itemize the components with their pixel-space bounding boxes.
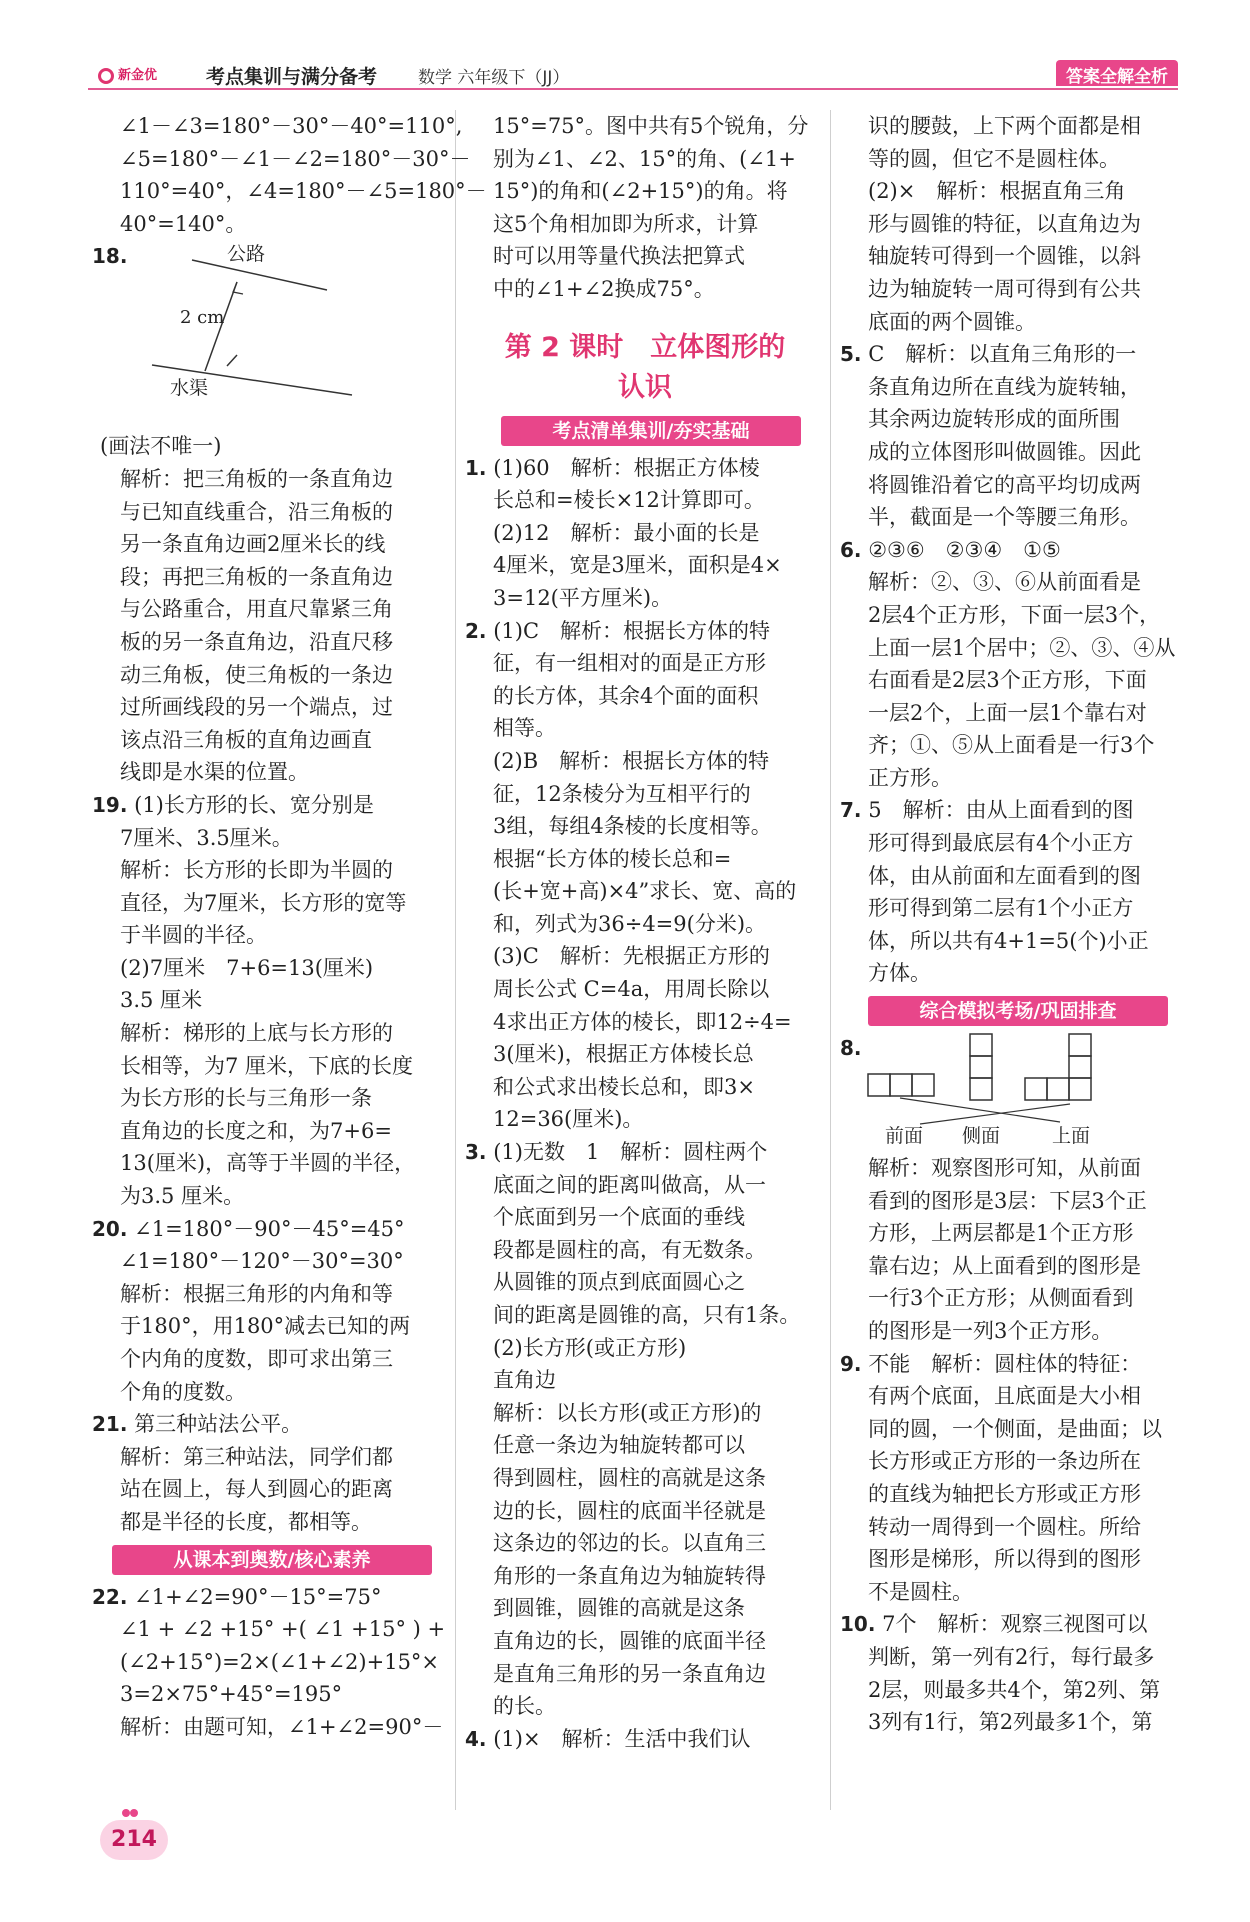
text-line: 轴旋转可得到一个圆锥，以斜: [868, 244, 1141, 269]
text-line: 过所画线段的另一个端点，过: [120, 695, 393, 720]
text-line: 根据“长方体的棱长总和=: [493, 846, 732, 871]
text-line: 直角边: [493, 1368, 556, 1393]
question-number: 6.: [840, 537, 862, 562]
text-line: (∠2+15°)=2×(∠1+∠2)+15°×: [120, 1649, 440, 1674]
text-line: 解析：长方形的长即为半圆的: [120, 858, 393, 883]
text-line: (2)B 解析：根据长方体的特: [493, 748, 770, 773]
text-line: (1)× 解析：生活中我们认: [493, 1726, 751, 1751]
question-10: [840, 1608, 1190, 1641]
text-line: 长相等，为7 厘米，下底的长度: [120, 1053, 414, 1078]
text-line: 正方形。: [868, 765, 952, 790]
question-number: 10.: [840, 1612, 876, 1637]
road-label: 公路: [227, 243, 266, 266]
logo-icon: [98, 68, 114, 84]
text-line: 相等。: [493, 716, 556, 741]
text-line: 半，截面是一个等腰三角形。: [868, 505, 1141, 530]
question-5: [840, 338, 1190, 371]
question-number: 3.: [465, 1140, 487, 1165]
text-line: 3列有1行，第2列最多1个，第: [868, 1710, 1153, 1735]
lesson-title: 第 2 课时 立体图形的: [504, 331, 786, 363]
text-line: 15°)的角和(∠2+15°)的角。将: [493, 179, 788, 204]
text-line: 直径，为7厘米，长方形的宽等: [120, 890, 407, 915]
text-line: 这5个角相加即为所求，计算: [493, 211, 759, 236]
text-line: 段；再把三角板的一条直角边: [120, 564, 393, 589]
side-view-label: 侧面: [962, 1125, 1001, 1148]
text-line: (1)60 解析：根据正方体棱: [493, 455, 760, 480]
question-3: [465, 1136, 825, 1169]
text-line: 识的腰鼓，上下两个面都是相: [868, 114, 1141, 138]
text-line: 将圆锥沿着它的高平均切成两: [868, 472, 1141, 497]
text-line: ∠1+∠2=90°－15°=75°: [134, 1584, 382, 1609]
text-line: 的长方体，其余4个面的面积: [493, 683, 759, 708]
text-line: 站在圆上，每人到圆心的距离: [120, 1477, 393, 1502]
text-line: 的长。: [493, 1694, 556, 1719]
question-number: 21.: [92, 1412, 128, 1437]
top-view-label: 上面: [1052, 1125, 1091, 1148]
text-line: (3)C 解析：先根据正方形的: [493, 944, 770, 969]
text-line: 12=36(厘米)。: [493, 1107, 644, 1132]
text-line: 体，所以共有4+1=5(个)小正: [868, 928, 1149, 953]
text-line: ∠1=180°－90°－45°=45°: [134, 1216, 405, 1241]
text-line: 图形是梯形，所以得到的图形: [868, 1547, 1141, 1572]
brand-logo: [98, 64, 182, 86]
text-line: 3(厘米)，根据正方体棱长总: [493, 1042, 754, 1067]
text-line: 底面的两个圆锥。: [868, 309, 1036, 334]
text-line: 时可以用等量代换法把算式: [493, 244, 745, 269]
question-number: 20.: [92, 1216, 128, 1241]
question-2: [465, 615, 825, 648]
text-line: 底面之间的距离叫做高，从一: [493, 1172, 766, 1197]
question-number: 22.: [92, 1584, 128, 1609]
text-line: 7厘米、3.5厘米。: [120, 825, 293, 850]
question-8-figure: [840, 1032, 1190, 1152]
text-line: 得到圆柱，圆柱的高就是这条: [493, 1465, 766, 1490]
text-line: 边的长，圆柱的底面半径就是: [493, 1498, 766, 1523]
text-line: 13(厘米)，高等于半圆的半径，: [120, 1151, 416, 1176]
logo-text: 新金优: [118, 68, 158, 83]
text-line: 体，由从前面和左面看到的图: [868, 863, 1141, 888]
text-line: 任意一条边为轴旋转都可以: [493, 1433, 745, 1458]
text-line: 长总和=棱长×12计算即可。: [493, 488, 765, 513]
text-line: 个底面到另一个底面的垂线: [493, 1205, 745, 1230]
text-line: (长+宽+高)×4”求长、宽、高的: [493, 879, 797, 904]
text-line: (2)12 解析：最小面的长是: [493, 520, 760, 545]
text-line: 解析：②、③、⑥从前面看是: [868, 570, 1141, 595]
text-line: 形可得到第二层有1个小正方: [868, 896, 1134, 921]
text-line: 成的立体图形叫做圆锥。因此: [868, 439, 1141, 464]
text-line: 不是圆柱。: [868, 1579, 973, 1604]
column-divider: [830, 110, 831, 1810]
text-line: 和，列式为36÷4=9(分米)。: [493, 911, 767, 936]
perpendicular-figure: [92, 240, 452, 430]
text-line: 这条边的邻边的长。以直角三: [493, 1531, 766, 1556]
question-number: 2.: [465, 618, 487, 643]
text-line: 条直角边所在直线为旋转轴，: [868, 374, 1141, 399]
question-7: [840, 794, 1190, 827]
text-line: C 解析：以直角三角形的一: [868, 342, 1137, 367]
text-line: 板的另一条直角边，沿直尺移: [120, 629, 393, 654]
text-line: (1)长方形的长、宽分别是: [134, 792, 374, 817]
text-line: 3=2×75°+45°=195°: [120, 1682, 343, 1707]
text-line: 该点沿三角板的直角边画直: [120, 727, 372, 752]
text-line: 直角边的长度之和，为7+6=: [120, 1118, 392, 1143]
text-line: 转动一周得到一个圆柱。所给: [868, 1514, 1141, 1539]
text-line: 4求出正方体的棱长，即12÷4=: [493, 1009, 792, 1034]
text-line: 右面看是2层3个正方形，下面: [868, 668, 1147, 693]
front-view-label: 前面: [885, 1125, 924, 1148]
text-line: 形可得到最底层有4个小正方: [868, 831, 1134, 856]
text-line: 于180°，用180°减去已知的两: [120, 1314, 411, 1339]
text-line: (2)× 解析：根据直角三角: [868, 179, 1126, 204]
text-line: 征，12条棱分为互相平行的: [493, 781, 751, 806]
text-line: 4厘米，宽是3厘米，面积是4×: [493, 553, 782, 578]
book-subtitle: 数学 六年级下（JJ）: [418, 68, 570, 88]
text-line: 的图形是一列3个正方形。: [868, 1319, 1113, 1343]
text-line: ∠1=180°－120°－30°=30°: [120, 1249, 404, 1274]
text-line: 是直角三角形的另一条直角边: [493, 1661, 766, 1686]
text-line: 与已知直线重合，沿三角板的: [120, 499, 393, 524]
text-line: 3组，每组4条棱的长度相等。: [493, 814, 772, 839]
text-line: ∠1 + ∠2 +15° +( ∠1 +15° ) +: [120, 1617, 446, 1642]
text-line: 上面一层1个居中；②、③、④从: [868, 635, 1176, 660]
text-line: 判断，第一列有2行，每行最多: [868, 1644, 1155, 1669]
text-line: 5 解析：由从上面看到的图: [868, 798, 1134, 823]
question-number: 9.: [840, 1351, 862, 1376]
text-line: (1)无数 1 解析：圆柱两个: [493, 1140, 768, 1165]
question-number: 18.: [92, 244, 128, 269]
text-line: 解析：把三角板的一条直角边: [120, 466, 393, 491]
text-line: 110°=40°，∠4=180°－∠5=180°－: [120, 179, 487, 204]
text-line: (1)C 解析：根据长方体的特: [493, 618, 771, 643]
text-line: 其余两边旋转形成的面所围: [868, 407, 1120, 432]
text-line: 3.5 厘米: [120, 988, 203, 1013]
text-line: 直角边的长，圆锥的底面半径: [493, 1628, 766, 1653]
text-line: 长方形或正方形的一条边所在: [868, 1449, 1141, 1474]
text-line: 角形的一条直角边为轴旋转得: [493, 1563, 766, 1588]
section-banner-core: 从课本到奥数/核心素养: [112, 1545, 432, 1575]
text-line: 一行3个正方形；从侧面看到: [868, 1286, 1134, 1311]
answer-badge: 答案全解全析: [1056, 60, 1178, 86]
text-line: 第三种站法公平。: [134, 1412, 303, 1437]
question-20: [92, 1213, 452, 1246]
question-1: [465, 452, 825, 485]
question-number: 5.: [840, 342, 862, 367]
text-line: (2)7厘米 7+6=13(厘米): [120, 955, 374, 980]
column-3: [840, 110, 1190, 1810]
text-line: 线即是水渠的位置。: [120, 760, 309, 785]
question-6: [840, 534, 1190, 567]
text-line: 到圆锥，圆锥的高就是这条: [493, 1596, 745, 1621]
text-line: 边为轴旋转一周可得到有公共: [868, 276, 1141, 301]
length-label: 2 cm: [180, 307, 225, 329]
text-line: ②③⑥ ②③④ ①⑤: [868, 537, 1061, 562]
question-21: [92, 1408, 452, 1441]
text-line: 40°=140°。: [120, 211, 247, 236]
question-22: [92, 1581, 452, 1614]
text-line: 方体。: [868, 961, 931, 986]
text-line: 一层2个，上面一层1个靠右对: [868, 700, 1147, 725]
text-line: ∠5=180°－∠1－∠2=180°－30°－: [120, 146, 471, 171]
text-line: ∠1－∠3=180°－30°－40°=110°,: [120, 114, 463, 138]
question-18: [92, 240, 452, 430]
text-line: 为3.5 厘米。: [120, 1184, 245, 1209]
page-number: 214: [100, 1820, 168, 1860]
column-1: [92, 110, 487, 1810]
text-line: 都是半径的长度，都相等。: [120, 1509, 372, 1534]
section-banner-mock: 综合模拟考场/巩固排查: [868, 996, 1168, 1026]
column-2: [465, 110, 825, 1810]
text-line: 的直线为轴把长方形或正方形: [868, 1481, 1141, 1506]
text-line: 周长公式 C=4a，用周长除以: [493, 977, 770, 1002]
text-line: 间的距离是圆锥的高，只有1条。: [493, 1303, 801, 1327]
text-line: 有两个底面，且底面是大小相: [868, 1384, 1141, 1409]
text-line: 解析：第三种站法，同学们都: [120, 1444, 393, 1469]
column-divider: [455, 110, 456, 1810]
question-9: [840, 1348, 1190, 1381]
text-line: 7个 解析：观察三视图可以: [882, 1612, 1148, 1637]
text-line: 解析：由题可知，∠1+∠2=90°－: [120, 1714, 444, 1739]
text-line: 从圆锥的顶点到底面圆心之: [493, 1270, 745, 1295]
text-line: 个角的度数。: [120, 1379, 246, 1404]
text-line: 看到的图形是3层：下层3个正: [868, 1188, 1147, 1213]
text-line: 2层，则最多共4个，第2列、第: [868, 1677, 1161, 1702]
text-line: 形与圆锥的特征，以直角边为: [868, 211, 1141, 236]
text-line: 于半圆的半径。: [120, 923, 267, 948]
text-line: 解析：梯形的上底与长方形的: [120, 1021, 393, 1046]
question-19: [92, 789, 452, 822]
lesson-title: 认识: [618, 371, 672, 403]
page-header: [88, 58, 1178, 90]
book-title: 考点集训与满分备考: [206, 66, 378, 88]
question-number: 4.: [465, 1726, 487, 1751]
text-line: 别为∠1、∠2、15°的角、(∠1+: [493, 146, 796, 171]
section-banner-basic: 考点清单集训/夯实基础: [501, 416, 801, 446]
text-line: 等的圆，但它不是圆柱体。: [868, 146, 1120, 171]
text-line: 解析：以长方形(或正方形)的: [493, 1400, 762, 1425]
text-line: 不能 解析：圆柱体的特征：: [868, 1351, 1142, 1376]
text-line: 段都是圆柱的高，有无数条。: [493, 1237, 766, 1262]
question-number: 1.: [465, 455, 487, 480]
question-4: [465, 1723, 825, 1756]
text-line: 解析：观察图形可知，从前面: [868, 1156, 1141, 1181]
text-line: 齐；①、⑤从上面看是一行3个: [868, 733, 1155, 758]
text-line: 征，有一组相对的面是正方形: [493, 651, 766, 676]
text-line: 解析：根据三角形的内角和等: [120, 1281, 393, 1306]
question-number: 7.: [840, 798, 862, 823]
text-line: (2)长方形(或正方形): [493, 1335, 687, 1360]
text-line: 个内角的度数，即可求出第三: [120, 1347, 393, 1371]
text-line: 和公式求出棱长总和，即3×: [493, 1074, 755, 1099]
text-line: 与公路重合，用直尺靠紧三角: [120, 597, 393, 622]
note-text: (画法不唯一): [100, 434, 222, 459]
flower-icon: [120, 1805, 140, 1821]
question-number: 8.: [840, 1036, 862, 1061]
text-line: 同的圆，一个侧面，是曲面；以: [868, 1416, 1162, 1441]
text-line: 中的∠1+∠2换成75°。: [493, 276, 715, 301]
text-line: 3=12(平方厘米)。: [493, 585, 673, 610]
text-line: 另一条直角边画2厘米长的线: [120, 532, 386, 557]
text-line: 2层4个正方形，下面一层3个，: [868, 602, 1161, 627]
text-line: 方形，上两层都是1个正方形: [868, 1221, 1134, 1246]
question-number: 19.: [92, 792, 128, 817]
text-line: 动三角板，使三角板的一条边: [120, 662, 393, 687]
text-line: 靠右边；从上面看到的图形是: [868, 1253, 1141, 1278]
canal-label: 水渠: [170, 377, 209, 400]
text-line: 15°=75°。图中共有5个锐角，分: [493, 114, 809, 138]
text-line: 为长方形的长与三角形一条: [120, 1086, 372, 1111]
lesson-heading: [465, 328, 825, 408]
